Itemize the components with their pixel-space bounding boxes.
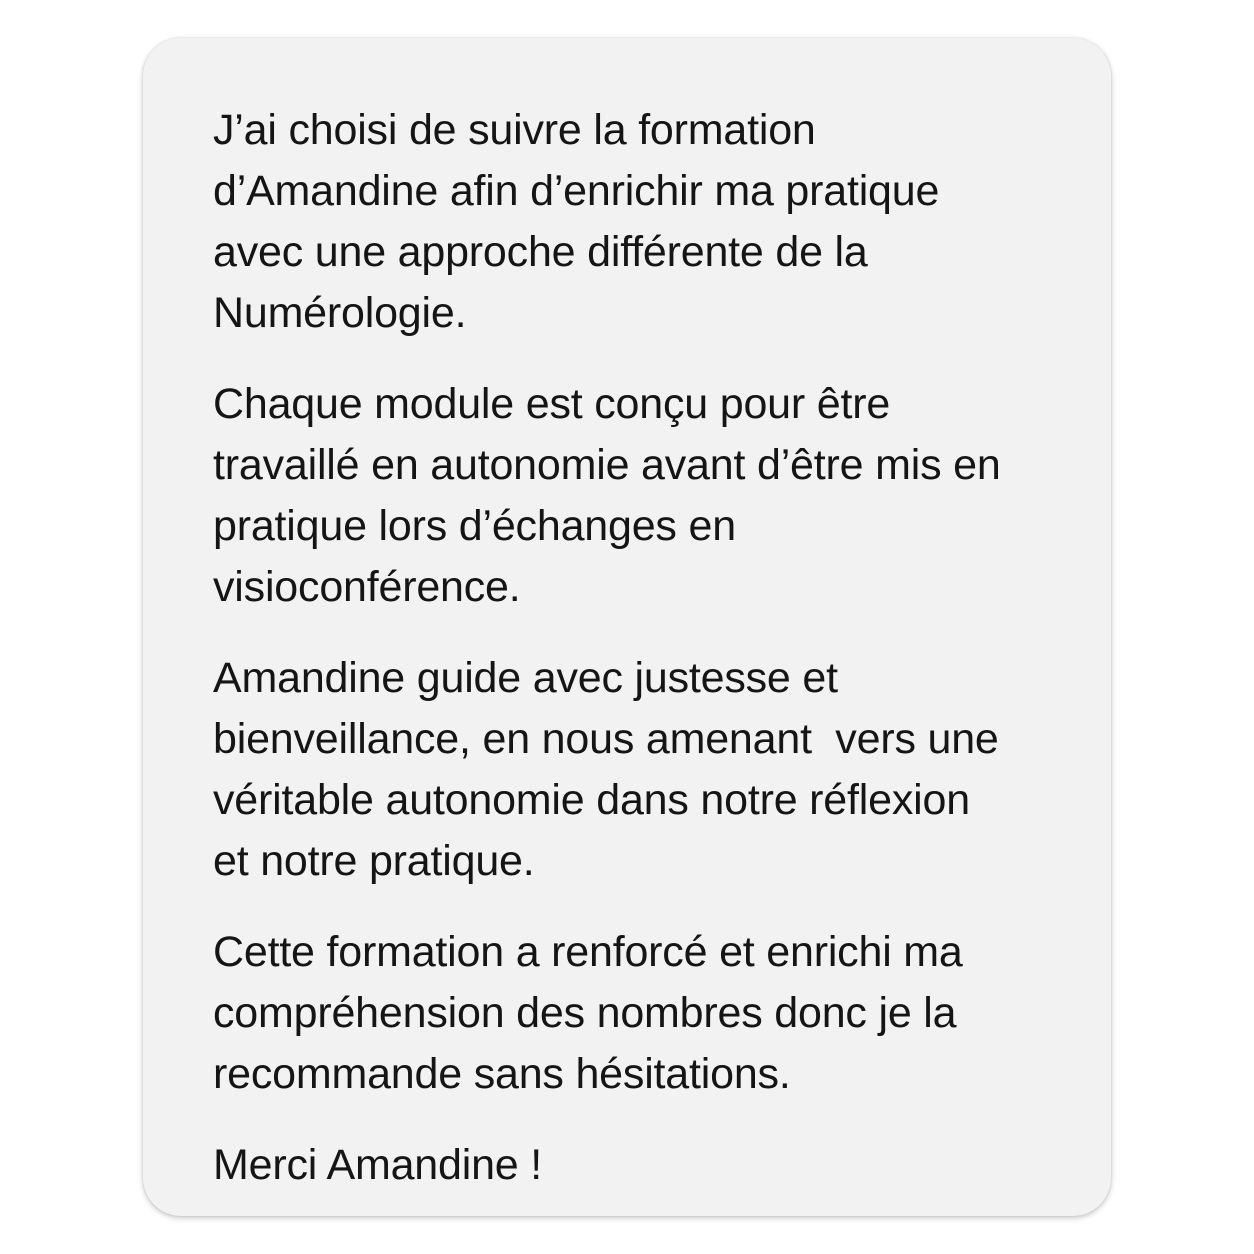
message-signoff: Merci Amandine !	[213, 1141, 543, 1189]
message-paragraph: Chaque module est conçu pour être travaillé en autonomie avant d’être mis en pratique lors d’échanges en visioconférence.	[213, 380, 1001, 611]
message-bubble	[143, 38, 1111, 1216]
message-paragraph: Amandine guide avec justesse et bienveillance, en nous amenant vers une véritable autonomie dans notre réflexion et notre pratique.	[213, 654, 999, 885]
message-paragraph: J’ai choisi de suivre la formation d’Amandine afin d’enrichir ma pratique avec une approche différente de la Numérologie.	[213, 106, 940, 337]
message-paragraph: Cette formation a renforcé et enrichi ma compréhension des nombres donc je la recommande sans hésitations.	[213, 928, 963, 1098]
